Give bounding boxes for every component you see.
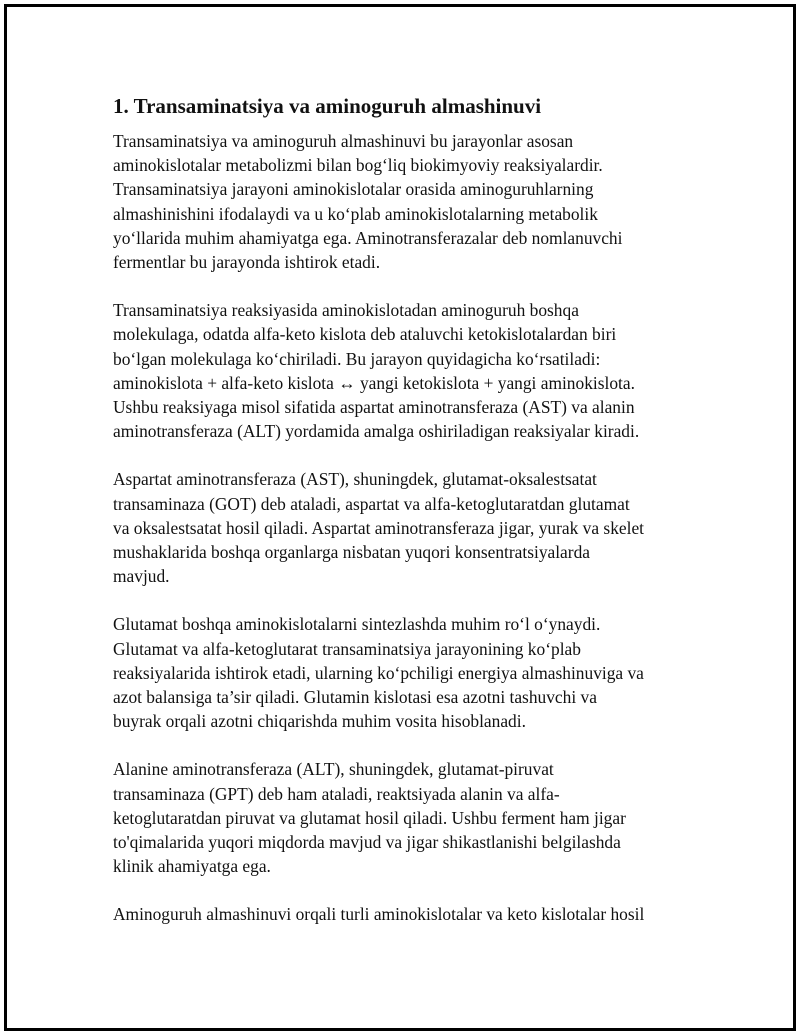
paragraph-line: azot balansiga ta’sir qiladi. Glutamin kislotasi esa azotni tashuvchi va: [113, 687, 597, 708]
paragraph-line: va oksalestsatat hosil qiladi. Aspartat aminotransferaza jigar, yurak va skelet: [113, 517, 644, 538]
paragraph-line: mavjud.: [113, 566, 170, 587]
paragraph-line: ketoglutaratdan piruvat va glutamat hosil qiladi. Ushbu ferment ham jigar: [113, 807, 626, 828]
paragraph-line: Transaminatsiya va aminoguruh almashinuvi bu jarayonlar asosan: [113, 131, 574, 151]
paragraph-line: Aminoguruh almashinuvi orqali turli aminokislotalar va keto kislotalar hosil: [113, 904, 645, 925]
paragraph-1: [113, 129, 693, 274]
paragraph-line: buyrak orqali azotni chiqarishda muhim vosita hisoblanadi.: [113, 711, 526, 732]
paragraph-line: mushaklarida boshqa organlarga nisbatan yuqori konsentratsiyalarda: [113, 542, 590, 563]
paragraph-line: reaksiyalarida ishtirok etadi, ularning ko‘pchiligi energiya almashinuviga va: [113, 662, 644, 683]
paragraph-line: to'qimalarida yuqori miqdorda mavjud va jigar shikastlanishi belgilashda: [113, 832, 621, 853]
paragraph-line: yo‘llarida muhim ahamiyatga ega. Aminotransferazalar deb nomlanuvchi: [113, 227, 623, 248]
paragraph-line: molekulaga, odatda alfa-keto kislota deb ataluvchi ketokislotalardan biri: [113, 324, 617, 345]
paragraph-2: [113, 298, 693, 443]
document-body: [113, 93, 693, 951]
paragraph-line: transaminaza (GOT) deb ataladi, aspartat va alfa-ketoglutaratdan glutamat: [113, 493, 630, 514]
paragraph-line: aminokislota + alfa-keto kislota ↔ yangi ketokislota + yangi aminokislota.: [113, 372, 635, 393]
paragraph-line: Alanine aminotransferaza (ALT), shuningdek, glutamat-piruvat: [113, 759, 554, 780]
paragraph-line: Ushbu reaksiyaga misol sifatida aspartat aminotransferaza (AST) va alanin: [113, 397, 635, 418]
paragraph-3: [113, 467, 693, 588]
paragraph-5: [113, 757, 693, 878]
paragraph-line: Transaminatsiya reaksiyasida aminokislotadan aminoguruh boshqa: [113, 300, 579, 321]
paragraph-4: [113, 612, 693, 733]
paragraph-line: transaminaza (GPT) deb ham ataladi, reaktsiyada alanin va alfa-: [113, 783, 560, 804]
paragraph-line: fermentlar bu jarayonda ishtirok etadi.: [113, 252, 381, 273]
paragraph-line: bo‘lgan molekulaga ko‘chiriladi. Bu jarayon quyidagicha ko‘rsatiladi:: [113, 348, 601, 369]
section-heading: 1. Transaminatsiya va aminoguruh almashinuvi: [113, 94, 542, 118]
paragraph-line: Transaminatsiya jarayoni aminokislotalar orasida aminoguruhlarning: [113, 179, 594, 200]
paragraph-line: almashinishini ifodalaydi va u ko‘plab aminokislotalarning metabolik: [113, 203, 598, 224]
paragraph-line: aminokislotalar metabolizmi bilan bog‘liq biokimyoviy reaksiyalardir.: [113, 155, 603, 176]
paragraph-line: klinik ahamiyatga ega.: [113, 856, 271, 877]
paragraph-line: Aspartat aminotransferaza (AST), shuningdek, glutamat-oksalestsatat: [113, 469, 597, 490]
paragraph-line: Glutamat boshqa aminokislotalarni sintezlashda muhim ro‘l o‘ynaydi.: [113, 614, 601, 635]
paragraph-6: [113, 902, 693, 926]
paragraph-line: aminotransferaza (ALT) yordamida amalga oshiriladigan reaksiyalar kiradi.: [113, 421, 640, 442]
paragraph-line: Glutamat va alfa-ketoglutarat transaminatsiya jarayonining ko‘plab: [113, 638, 581, 659]
